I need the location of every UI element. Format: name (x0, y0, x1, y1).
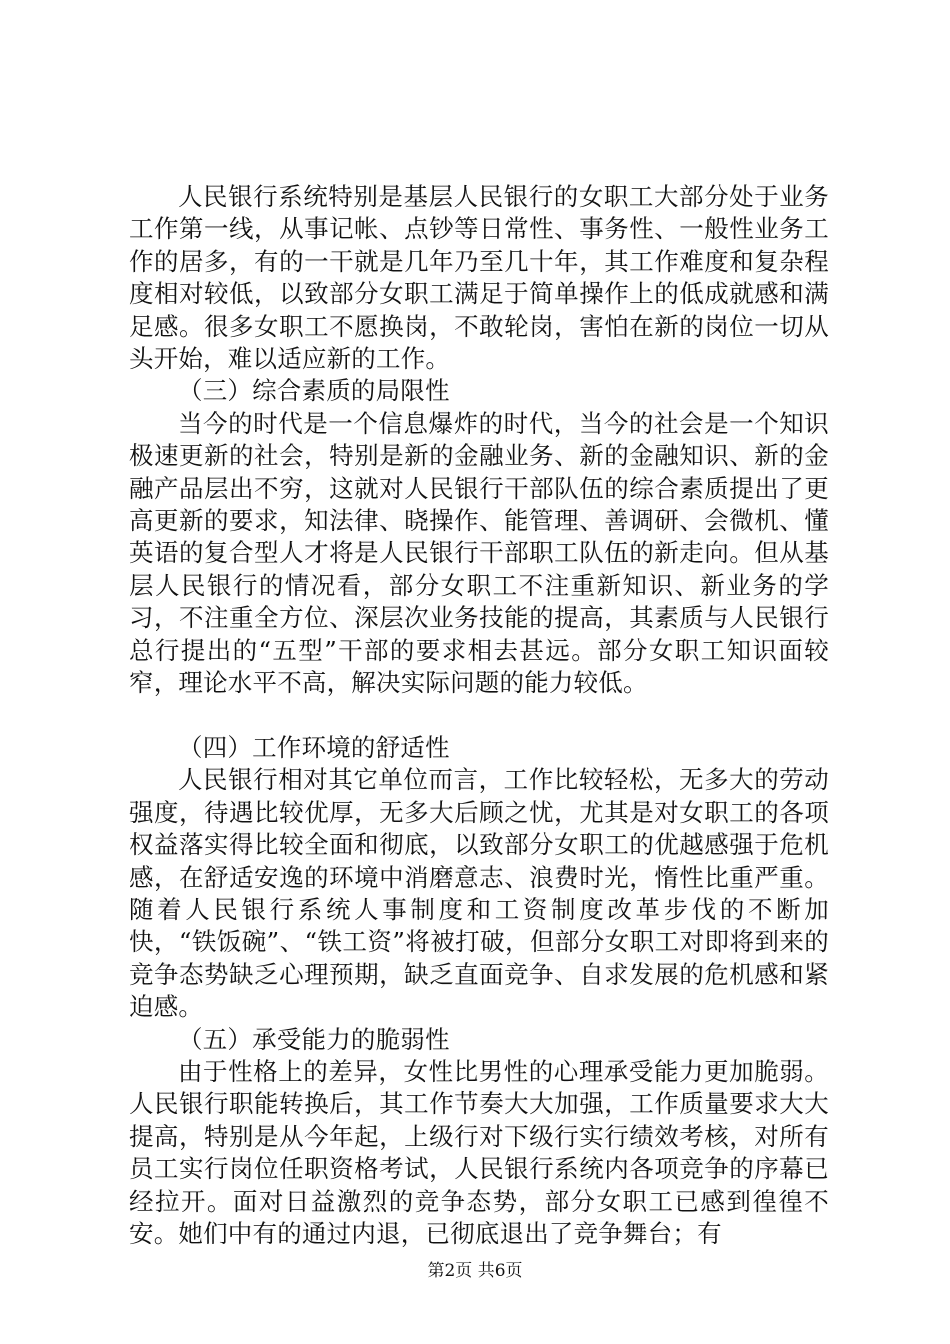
section-heading-3: （三）综合素质的局限性 (178, 376, 450, 406)
paragraph-section-3: 当今的时代是一个信息爆炸的时代，当今的社会是一个知识极速更新的社会，特别是新的金融业务、新的金融知识、新的金融产品层出不穷，这就对人民银行干部队伍的综合素质提出了更高更新的要求，知法律、晓操作、能管理、善调研、会微机、懂英语的复合型人才将是人民银行干部职工队伍的新走向。但从基层人民银行的情况看，部分女职工不注重新知识、新业务的学习，不注重全方位、深层次业务技能的提高，其素质与人民银行总行提出的“五型”干部的要求相去甚远。部分女职工知识面较窄，理论水平不高，解决实际问题的能力较低。 (129, 408, 829, 698)
document-body (129, 181, 829, 1250)
paragraph-intro: 人民银行系统特别是基层人民银行的女职工大部分处于业务工作第一线，从事记帐、点钞等日常性、事务性、一般性业务工作的居多，有的一干就是几年乃至几十年，其工作难度和复杂程度相对较低，以致部分女职工满足于简单操作上的低成就感和满足感。很多女职工不愿换岗，不敢轮岗，害怕在新的岗位一切从头开始，难以适应新的工作。 (129, 182, 829, 374)
page-footer: 第2页 共6页 (427, 1261, 523, 1281)
paragraph-section-4: 人民银行相对其它单位而言，工作比较轻松，无多大的劳动强度，待遇比较优厚，无多大后顾之忧，尤其是对女职工的各项权益落实得比较全面和彻底，以致部分女职工的优越感强于危机感，在舒适安逸的环境中消磨意志、浪费时光，惰性比重严重。随着人民银行系统人事制度和工资制度改革步伐的不断加快，“铁饭碗”、“铁工资”将被打破，但部分女职工对即将到来的竞争态势缺乏心理预期，缺乏直面竞争、自求发展的危机感和紧迫感。 (129, 765, 829, 1022)
paragraph-spacer (129, 700, 829, 732)
section-heading-4: （四）工作环境的舒适性 (178, 732, 450, 762)
section-heading-5: （五）承受能力的脆弱性 (178, 1024, 450, 1054)
paragraph-section-5: 由于性格上的差异，女性比男性的心理承受能力更加脆弱。人民银行职能转换后，其工作节奏大大加强，工作质量要求大大提高，特别是从今年起，上级行对下级行实行绩效考核，对所有员工实行岗位任职资格考试，人民银行系统内各项竞争的序幕已经拉开。面对日益激烈的竞争态势，部分女职工已感到徨徨不安。她们中有的通过内退，已彻底退出了竞争舞台；有 (129, 1056, 829, 1248)
